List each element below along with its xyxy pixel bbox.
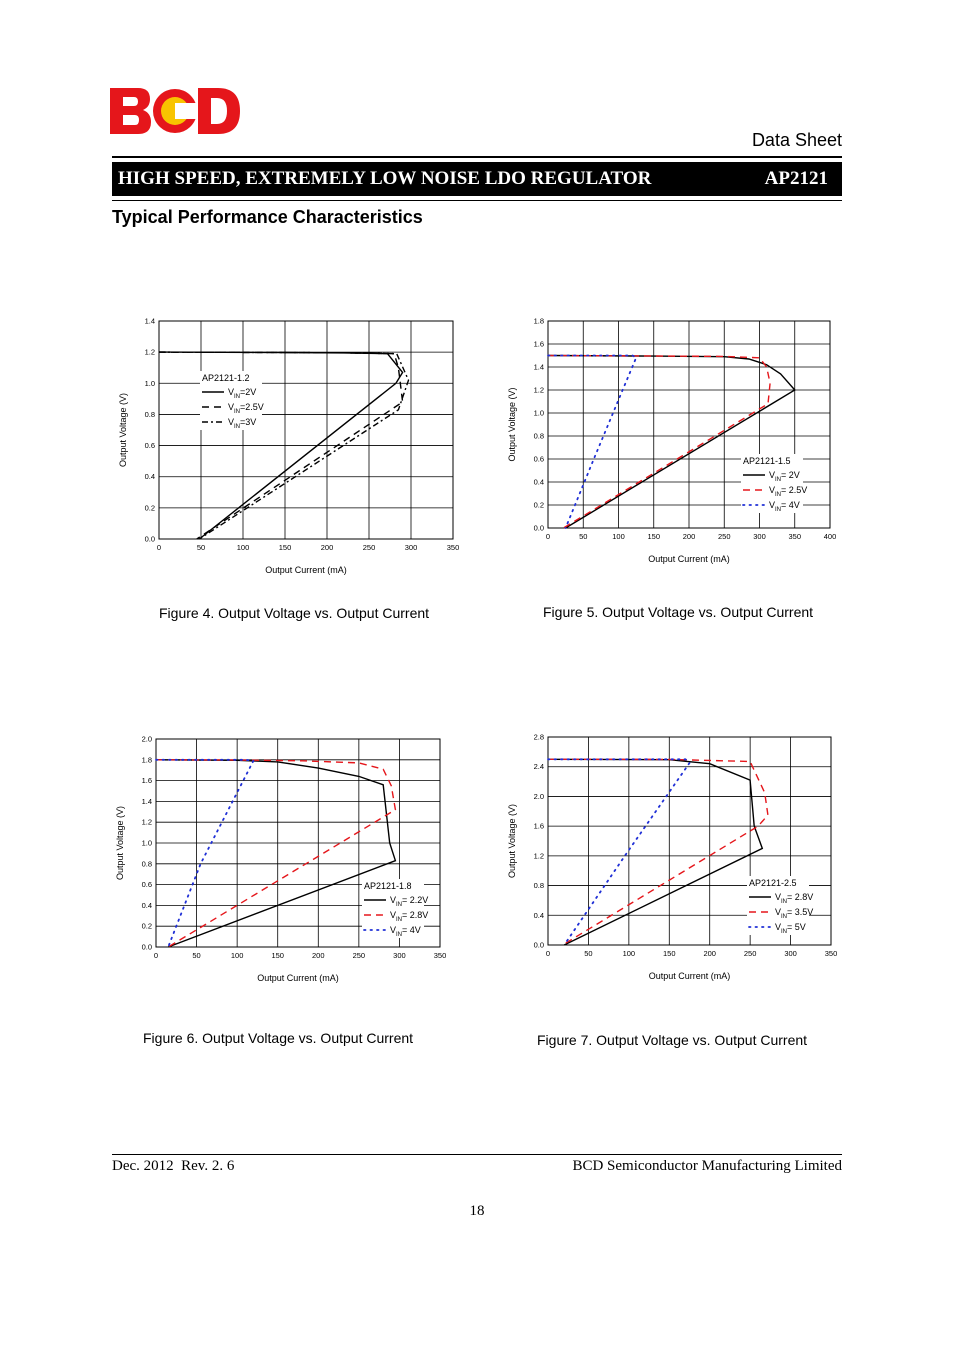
x-tick-label: 250 bbox=[352, 951, 366, 960]
legend-entry: $V_{IN}=2V$ bbox=[228, 387, 257, 400]
logo-letter-b bbox=[110, 88, 151, 134]
y-tick-label: 2.4 bbox=[533, 762, 544, 772]
legend-entry: $V_{IN}=3V$ bbox=[228, 417, 257, 430]
chart-legend bbox=[747, 876, 813, 935]
x-tick-label: 150 bbox=[663, 949, 676, 958]
y-axis-label: Output Voltage (V) bbox=[118, 392, 128, 468]
bcd-logo bbox=[110, 88, 240, 134]
y-tick-label: 1.8 bbox=[533, 316, 544, 326]
x-tick-label: 350 bbox=[433, 951, 447, 960]
chart-figure-4 bbox=[110, 312, 460, 582]
legend-entry: $V_{IN}= 2.8V$ bbox=[775, 892, 814, 905]
y-axis-label: Output Voltage (V) bbox=[507, 803, 517, 879]
footer-date-revision: Dec. 2012 Rev. 2. 6 bbox=[112, 1158, 235, 1174]
chart-legend bbox=[362, 879, 428, 938]
y-tick-label: 2.0 bbox=[533, 791, 544, 801]
x-tick-label: 0 bbox=[153, 951, 159, 960]
x-tick-label: 0 bbox=[545, 949, 551, 958]
y-tick-label: 1.6 bbox=[533, 821, 544, 831]
series-line bbox=[548, 356, 636, 529]
x-tick-label: 100 bbox=[612, 532, 625, 541]
x-axis-label: Output Current (mA) bbox=[648, 971, 731, 981]
page-number: 18 bbox=[469, 1203, 485, 1219]
y-tick-label: 1.4 bbox=[141, 796, 152, 806]
x-tick-label: 100 bbox=[236, 543, 250, 552]
logo-letter-c bbox=[153, 89, 197, 133]
y-tick-label: 1.2 bbox=[141, 817, 152, 827]
legend-entry: $V_{IN}= 4V$ bbox=[769, 500, 800, 513]
legend-entry: $V_{IN}= 3.5V$ bbox=[775, 907, 814, 920]
legend-title: AP2121-1.8 bbox=[364, 881, 412, 891]
figure-6-caption: Figure 6. Output Voltage vs. Output Current bbox=[143, 1030, 414, 1046]
chart-figure-7 bbox=[507, 728, 838, 981]
x-tick-label: 100 bbox=[622, 949, 636, 958]
y-tick-label: 0.6 bbox=[141, 880, 152, 890]
y-axis-label: Output Voltage (V) bbox=[115, 805, 125, 881]
header-rule bbox=[112, 156, 842, 158]
y-tick-label: 1.6 bbox=[533, 339, 544, 349]
legend-entry: $V_{IN}= 2.2V$ bbox=[390, 895, 429, 908]
section-title: Typical Performance Characteristics bbox=[112, 207, 423, 227]
y-tick-label: 0.2 bbox=[533, 500, 544, 510]
x-tick-label: 300 bbox=[393, 951, 406, 960]
legend-title: AP2121-1.2 bbox=[202, 373, 250, 383]
legend-entry: $V_{IN}= 4V$ bbox=[390, 925, 421, 938]
part-number: AP2121 bbox=[764, 168, 828, 189]
y-tick-label: 0.4 bbox=[533, 910, 544, 920]
x-tick-label: 150 bbox=[271, 951, 284, 960]
y-tick-label: 1.2 bbox=[144, 347, 155, 357]
series-line bbox=[156, 760, 253, 947]
x-tick-label: 300 bbox=[784, 949, 797, 958]
y-tick-label: 0.6 bbox=[533, 454, 544, 464]
x-tick-label: 0 bbox=[156, 543, 162, 552]
y-tick-label: 0.2 bbox=[144, 503, 155, 513]
x-tick-label: 150 bbox=[278, 543, 292, 552]
y-tick-label: 1.4 bbox=[144, 316, 155, 326]
x-tick-label: 150 bbox=[647, 532, 661, 541]
x-tick-label: 0 bbox=[545, 532, 551, 541]
footer-rule bbox=[112, 1154, 842, 1155]
x-tick-label: 250 bbox=[743, 949, 757, 958]
figure-4-caption: Figure 4. Output Voltage vs. Output Current bbox=[159, 605, 430, 621]
x-tick-label: 250 bbox=[717, 532, 731, 541]
y-tick-label: 0.8 bbox=[141, 859, 152, 869]
x-tick-label: 300 bbox=[404, 543, 418, 552]
banner-rule bbox=[112, 200, 842, 201]
y-tick-label: 1.8 bbox=[141, 755, 152, 765]
y-tick-label: 0.6 bbox=[144, 441, 155, 451]
y-tick-label: 1.6 bbox=[141, 776, 152, 786]
chart-legend bbox=[741, 454, 807, 513]
series-line bbox=[548, 759, 762, 945]
series-line bbox=[548, 759, 768, 945]
chart-figure-6 bbox=[112, 730, 447, 983]
title-banner bbox=[112, 162, 842, 196]
x-tick-label: 350 bbox=[788, 532, 802, 541]
y-tick-label: 0.4 bbox=[144, 472, 155, 482]
chart-figure-5 bbox=[508, 312, 848, 567]
y-tick-label: 0.8 bbox=[533, 431, 544, 441]
x-tick-label: 50 bbox=[584, 949, 593, 958]
y-tick-label: 0.4 bbox=[533, 477, 544, 487]
y-tick-label: 0.4 bbox=[141, 900, 152, 910]
x-tick-label: 350 bbox=[446, 543, 460, 552]
x-tick-label: 50 bbox=[192, 951, 201, 960]
x-axis-label: Output Current (mA) bbox=[265, 565, 347, 575]
x-tick-label: 100 bbox=[230, 951, 244, 960]
figure-7-caption: Figure 7. Output Voltage vs. Output Current bbox=[537, 1032, 808, 1048]
x-tick-label: 200 bbox=[312, 951, 325, 960]
series-line bbox=[548, 356, 770, 529]
y-tick-label: 0.0 bbox=[144, 534, 155, 544]
y-tick-label: 2.0 bbox=[141, 734, 152, 744]
legend-entry: $V_{IN}=2.5V$ bbox=[228, 402, 264, 415]
legend-title: AP2121-1.5 bbox=[743, 456, 791, 466]
x-tick-label: 350 bbox=[824, 949, 838, 958]
legend-entry: $V_{IN}= 2.8V$ bbox=[390, 910, 429, 923]
x-tick-label: 200 bbox=[703, 949, 716, 958]
figure-5-caption: Figure 5. Output Voltage vs. Output Current bbox=[543, 604, 814, 620]
doc-type-label: Data Sheet bbox=[751, 130, 842, 150]
y-tick-label: 0.0 bbox=[141, 942, 152, 952]
legend-entry: $V_{IN}= 2V$ bbox=[769, 470, 800, 483]
chart-legend bbox=[200, 371, 264, 430]
x-tick-label: 400 bbox=[823, 532, 837, 541]
y-tick-label: 1.4 bbox=[533, 362, 544, 372]
x-tick-label: 200 bbox=[320, 543, 334, 552]
y-axis-label: Output Voltage (V) bbox=[507, 387, 517, 462]
logo-letter-d bbox=[198, 88, 240, 134]
series-line bbox=[548, 759, 690, 945]
x-tick-label: 200 bbox=[682, 532, 696, 541]
series-line bbox=[156, 760, 395, 947]
legend-entry: $V_{IN}= 5V$ bbox=[775, 922, 806, 935]
y-tick-label: 1.0 bbox=[144, 378, 155, 388]
banner-title: HIGH SPEED, EXTREMELY LOW NOISE LDO REGULATOR bbox=[118, 168, 652, 189]
y-tick-label: 2.8 bbox=[533, 732, 544, 742]
y-tick-label: 1.0 bbox=[141, 838, 152, 848]
y-tick-label: 1.2 bbox=[533, 385, 544, 395]
x-tick-label: 50 bbox=[196, 543, 206, 552]
x-tick-label: 50 bbox=[579, 532, 588, 541]
y-tick-label: 0.8 bbox=[533, 881, 544, 891]
y-tick-label: 0.8 bbox=[144, 409, 155, 419]
y-tick-label: 0.2 bbox=[141, 921, 152, 931]
y-tick-label: 1.0 bbox=[533, 408, 544, 418]
legend-entry: $V_{IN}= 2.5V$ bbox=[769, 485, 808, 498]
legend-title: AP2121-2.5 bbox=[749, 878, 797, 888]
x-tick-label: 250 bbox=[362, 543, 376, 552]
x-axis-label: Output Current (mA) bbox=[648, 554, 730, 564]
footer-company: BCD Semiconductor Manufacturing Limited bbox=[572, 1158, 842, 1174]
y-tick-label: 0.0 bbox=[533, 523, 544, 533]
y-tick-label: 1.2 bbox=[533, 851, 544, 861]
x-axis-label: Output Current (mA) bbox=[257, 973, 339, 983]
y-tick-label: 0.0 bbox=[533, 940, 544, 950]
x-tick-label: 300 bbox=[753, 532, 766, 541]
series-line bbox=[156, 760, 395, 947]
